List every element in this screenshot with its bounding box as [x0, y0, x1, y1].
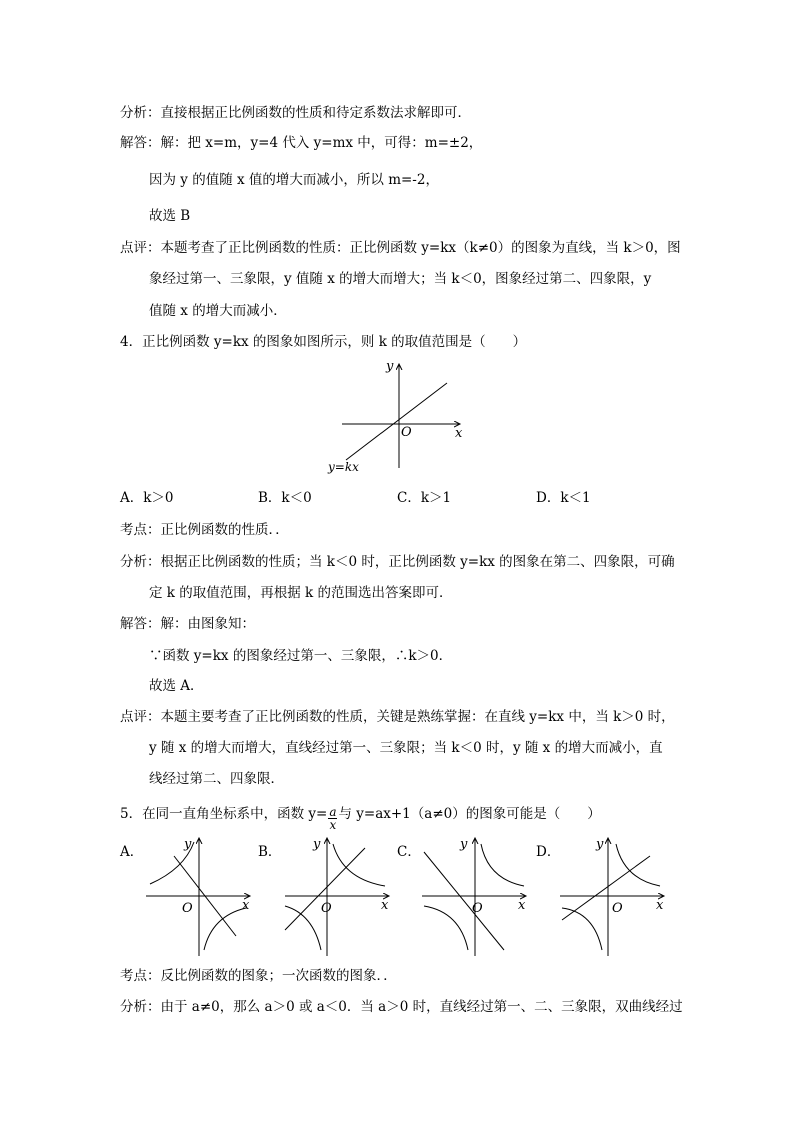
- comment-line: 线经过第二、四象限．: [149, 771, 284, 787]
- hyperbola-q3: [562, 908, 602, 950]
- origin-label: O: [472, 901, 483, 916]
- answer-line: 解答：解：由图象知：: [120, 616, 255, 632]
- question-4: 4．正比例函数 y=kx 的图象如图所示，则 k 的取值范围是（ ）: [120, 334, 527, 350]
- question-5-part2: 与 y=ax+1（a≠0）的图象可能是（ ）: [338, 806, 601, 822]
- hyperbola-q4: [204, 908, 246, 950]
- q5-option-d-label: D．: [536, 844, 561, 860]
- x-label: x: [656, 898, 664, 913]
- answer-line: ∵函数 y=kx 的图象经过第一、三象限，∴k＞0．: [149, 648, 453, 664]
- straight-line: [562, 856, 650, 920]
- q4-y-label: y: [386, 359, 394, 374]
- hyperbola-q1: [481, 844, 524, 886]
- hyperbola-q3: [285, 906, 321, 950]
- answer-line: 故选 A．: [149, 678, 204, 694]
- comment-line: 象经过第一、三象限，y 值随 x 的增大而增大；当 k＜0，图象经过第二、四象限，y: [149, 271, 652, 287]
- comment-line: y 随 x 的增大而增大，直线经过第一、三象限；当 k＜0 时，y 随 x 的增大而减小，直: [149, 740, 663, 756]
- keypoint-line: 考点：正比例函数的性质．．: [120, 522, 289, 538]
- x-label: x: [242, 898, 250, 913]
- comment-line: 点评：本题主要考查了正比例函数的性质，关键是熟练掌握：在直线 y=kx 中，当 k＞0 时，: [120, 709, 675, 725]
- q4-line-label: y=kx: [328, 460, 359, 474]
- hyperbola-q3: [424, 906, 468, 950]
- q4-option-d: D．k＜1: [536, 490, 591, 506]
- y-label: y: [596, 837, 604, 852]
- question-5: [120, 802, 601, 832]
- origin-label: O: [321, 901, 332, 916]
- fraction-denominator: x: [329, 818, 337, 832]
- q5-graph-b: [283, 834, 403, 959]
- q4-line: [346, 383, 447, 460]
- answer-line: 故选 B: [149, 208, 191, 224]
- q5-graph-a: [144, 834, 264, 959]
- q5-graph-c: [420, 834, 540, 959]
- origin-label: O: [612, 901, 623, 916]
- q4-origin-label: O: [401, 425, 412, 440]
- question-5-part1: 5．在同一直角坐标系中，函数 y=: [120, 806, 328, 822]
- q4-x-label: x: [455, 426, 463, 441]
- analysis-line: 分析：根据正比例函数的性质；当 k＜0 时，正比例函数 y=kx 的图象在第二、四象限，可确: [120, 554, 675, 570]
- hyperbola-q1: [333, 844, 385, 886]
- straight-line: [424, 852, 504, 950]
- answer-line: 因为 y 的值随 x 值的增大而减小，所以 m=-2，: [149, 172, 439, 188]
- fraction-numerator: a: [329, 805, 337, 819]
- y-label: y: [313, 837, 321, 852]
- q4-option-b: B．k＜0: [258, 490, 312, 506]
- comment-line: 值随 x 的增大而减小．: [149, 303, 287, 319]
- analysis-line: 分析：直接根据正比例函数的性质和待定系数法求解即可．: [120, 105, 471, 121]
- q4-option-c: C．k＞1: [397, 490, 452, 506]
- q5-graph-d: [558, 834, 678, 959]
- fraction: [328, 806, 337, 831]
- q5-option-c-label: C．: [397, 844, 421, 860]
- y-label: y: [184, 837, 192, 852]
- answer-line: 解答：解：把 x=m，y=4 代入 y=mx 中，可得：m=±2，: [120, 135, 483, 151]
- analysis-line: 分析：由于 a≠0，那么 a＞0 或 a＜0．当 a＞0 时，直线经过第一、二、三象限，双曲线经过: [120, 999, 683, 1015]
- y-label: y: [460, 837, 468, 852]
- q4-option-a: A．k＞0: [120, 490, 174, 506]
- straight-line: [285, 848, 365, 930]
- keypoint-line: 考点：反比例函数的图象；一次函数的图象．．: [120, 968, 397, 984]
- x-label: x: [381, 898, 389, 913]
- q4-graph: [320, 356, 480, 476]
- origin-label: O: [182, 901, 193, 916]
- x-label: x: [518, 898, 526, 913]
- q5-option-b-label: B．: [258, 844, 282, 860]
- comment-line: 点评：本题考查了正比例函数的性质：正比例函数 y=kx（k≠0）的图象为直线，当 k＞0，图: [120, 240, 681, 256]
- q5-option-a-label: A．: [120, 844, 144, 860]
- analysis-line: 定 k 的取值范围，再根据 k 的范围选出答案即可．: [149, 585, 453, 601]
